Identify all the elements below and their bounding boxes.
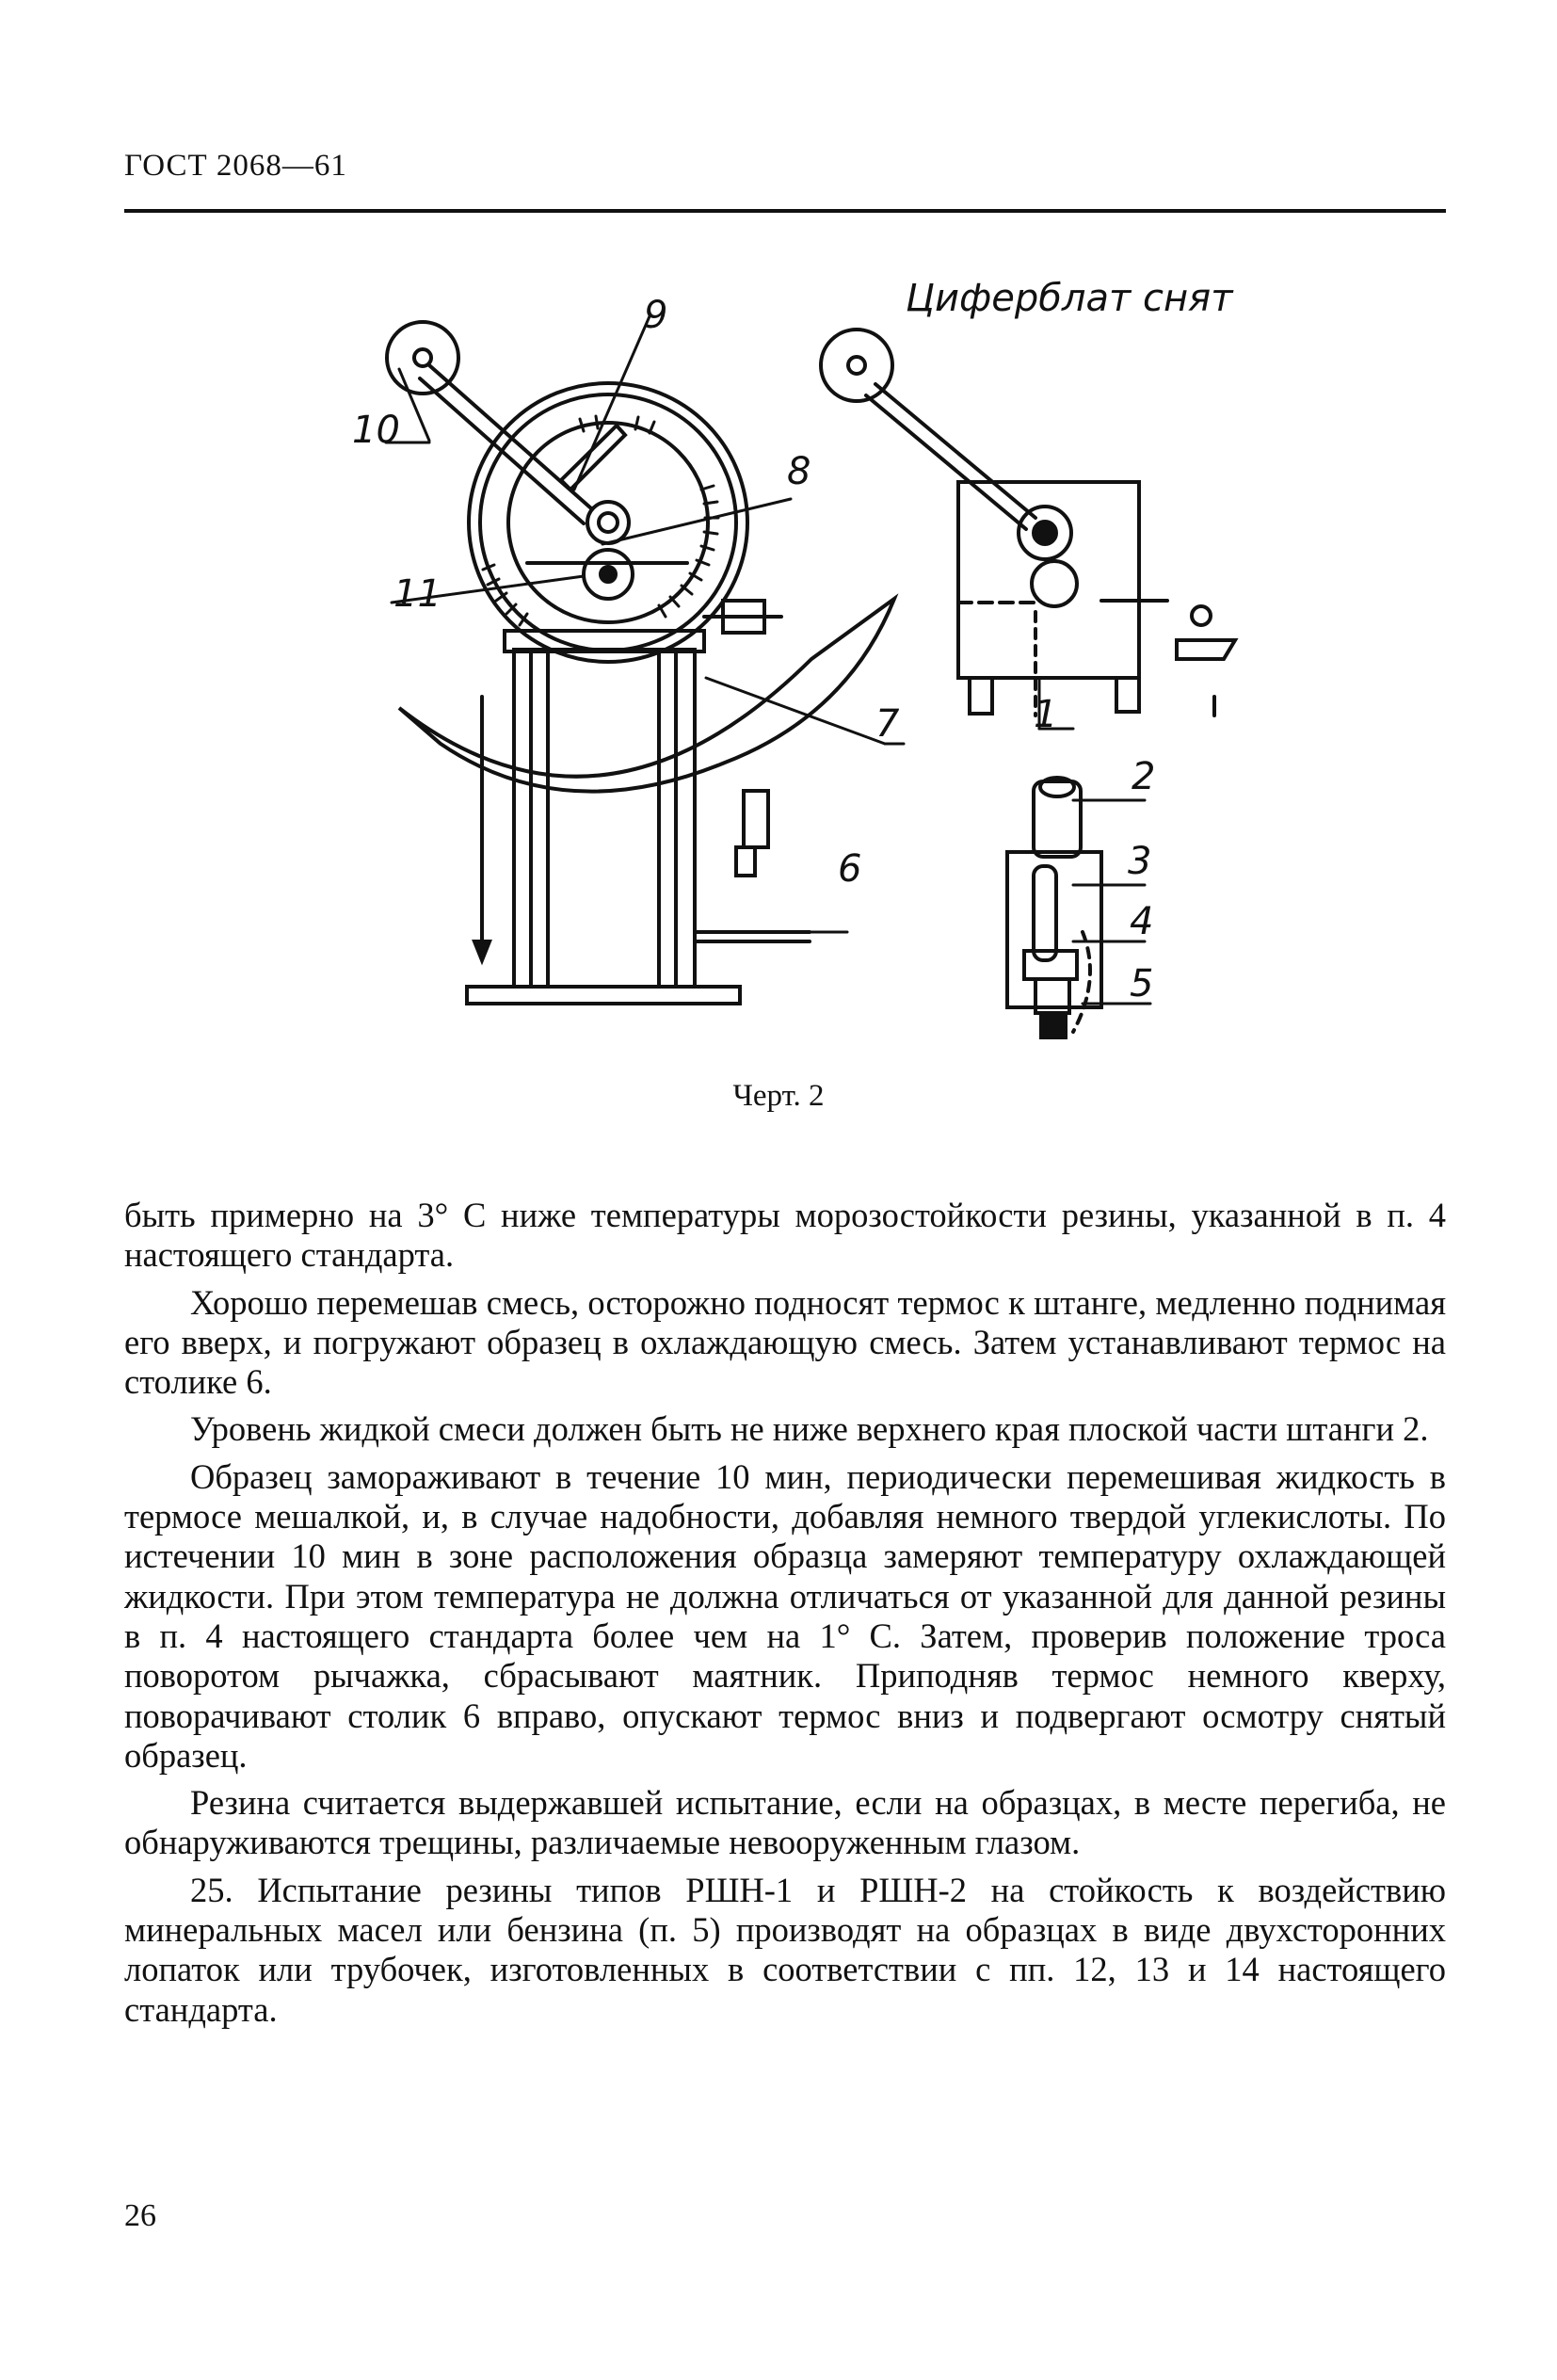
document-header: ГОСТ 2068—61 (124, 149, 347, 183)
paragraph-6: 25. Испытание резины типов РШН-1 и РШН-2 на стойкость к воздействию минеральных масел или бензина (п. 5) производят на образцах в виде двухсторонних лопаток или трубочек, изготовленных в соответствии с пп. 12, 13 и 14 настоящего стандарта. (124, 1870, 1446, 2029)
figure-label-3: 3 (1128, 840, 1152, 883)
figure-label-8: 8 (787, 450, 811, 493)
figure-label-2: 2 (1132, 755, 1156, 798)
figure-label-4: 4 (1130, 900, 1154, 943)
figure-label-10: 10 (352, 409, 400, 452)
figure-label-9: 9 (644, 294, 668, 337)
paragraph-5: Резина считается выдержавшей испытание, если на образцах, в месте перегиба, не обнаруживаются трещины, различаемые невооруженным глазом. (124, 1783, 1446, 1862)
figure-note: Циферблат снят (906, 277, 1233, 320)
page-number: 26 (124, 2198, 156, 2233)
body-text (124, 1196, 1446, 2037)
figure-label-6: 6 (838, 847, 862, 891)
figure-label-7: 7 (875, 702, 900, 746)
dial-removed-view (821, 330, 1235, 1037)
paragraph-4: Образец замораживают в течение 10 мин, периодически перемешивая жидкость в термосе мешалкой, и, в случае надобности, добавляя немного твердой углекислоты. По истечении 10 мин в зоне расположения образца замеряют температуру охлаждающей жидкости. При этом температура не должна отличаться от указанной для данной резины в п. 4 настоящего стандарта более чем на 1° С. Затем, проверив положение троса поворотом рычажка, сбрасывают маятник. Приподняв термос немного кверху, поворачивают столик 6 вправо, опускают термос вниз и подвергают осмотру снятый образец. (124, 1456, 1446, 1775)
paragraph-1: быть примерно на 3° С ниже температуры морозостойкости резины, указанной в п. 4 настоящего стандарта. (124, 1196, 1446, 1275)
figure-label-11: 11 (393, 572, 441, 616)
figure-2-drawing (0, 0, 1557, 1130)
figure-label-5: 5 (1130, 962, 1154, 1005)
figure-leaders (386, 316, 1150, 1004)
figure-caption: Черт. 2 (732, 1079, 825, 1113)
figure-label-1: 1 (1034, 693, 1058, 736)
paragraph-2: Хорошо перемешав смесь, осторожно подносят термос к штанге, медленно поднимая его вверх, и погружают образец в охлаждающую смесь. Затем устанавливают термос на столике 6. (124, 1282, 1446, 1402)
paragraph-3: Уровень жидкой смеси должен быть не ниже верхнего края плоской части штанги 2. (190, 1409, 1429, 1449)
pendulum-apparatus (387, 322, 894, 1004)
